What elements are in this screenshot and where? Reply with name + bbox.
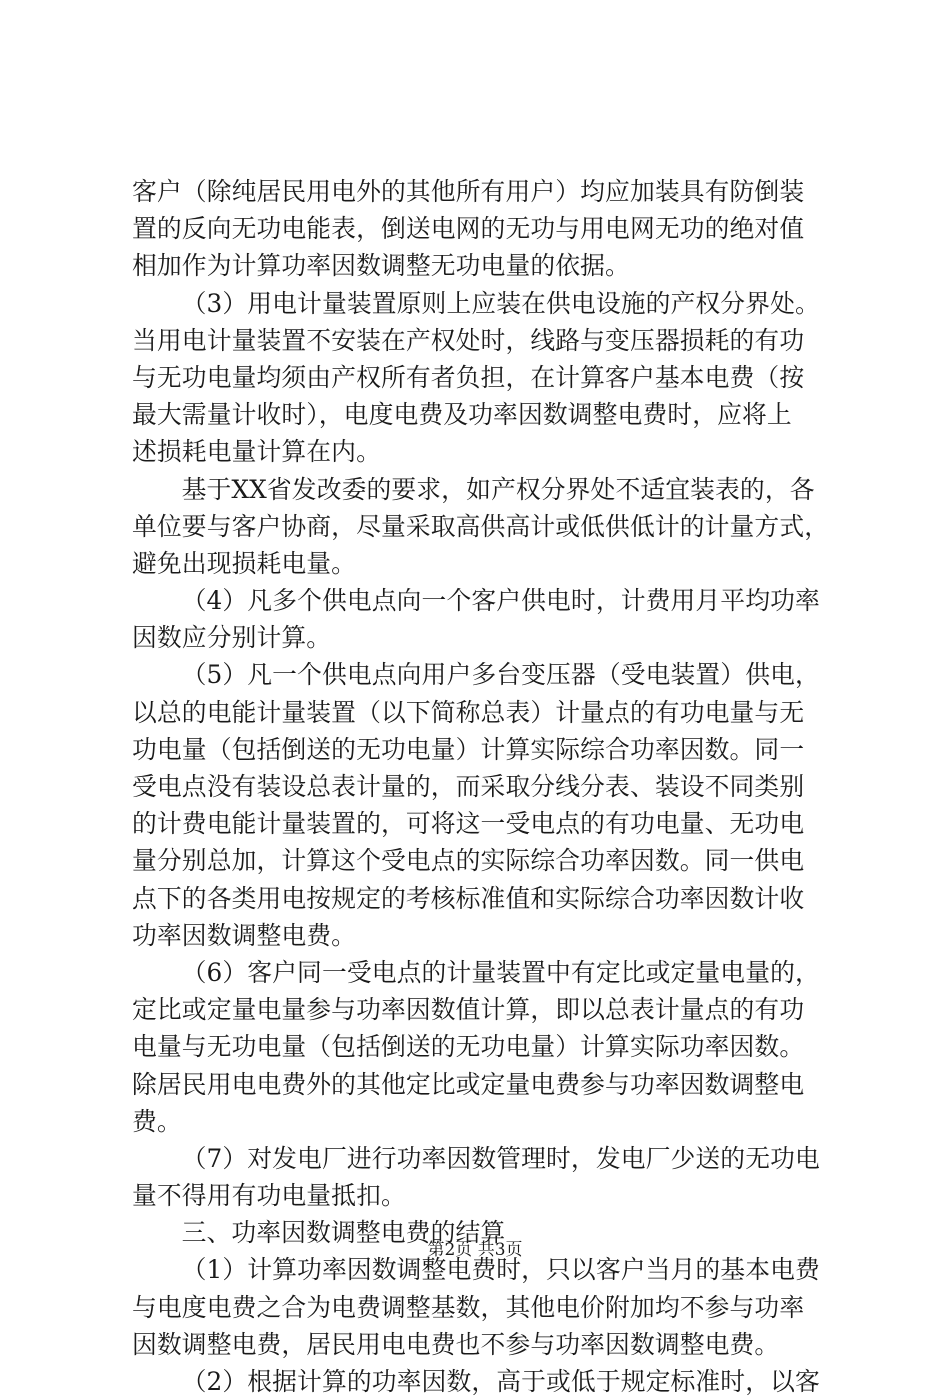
text-line: 三、功率因数调整电费的结算 [181, 1218, 506, 1248]
text-line: 基于XX省发改委的要求，如产权分界处不适宜装表的，各 [181, 474, 815, 504]
text-line: 以总的电能计量装置（以下简称总表）计量点的有功电量与无 [132, 697, 805, 727]
text-line: 与电度电费之合为电费调整基数，其他电价附加均不参与功率 [132, 1292, 805, 1322]
text-line: 因数调整电费，居民用电电费也不参与功率因数调整电费。 [132, 1329, 780, 1359]
text-line: 费。 [132, 1106, 182, 1136]
text-line: 点下的各类用电按规定的考核标准值和实际综合功率因数计收 [132, 883, 805, 913]
text-line: 的计费电能计量装置的，可将这一受电点的有功电量、无功电 [132, 809, 805, 839]
text-line: （7）对发电厂进行功率因数管理时，发电厂少送的无功电 [181, 1143, 820, 1173]
text-line: 客户（除纯居民用电外的其他所有用户）均应加装具有防倒装 [132, 177, 805, 206]
text-line: 功率因数调整电费。 [132, 920, 357, 950]
text-line: 受电点没有装设总表计量的，而采取分线分表、装设不同类别 [132, 772, 805, 801]
text-line: 与无功电量均须由产权所有者负担，在计算客户基本电费（按 [132, 362, 805, 392]
text-line: 量不得用有功电量抵扣。 [132, 1181, 406, 1211]
text-line: 述损耗电量计算在内。 [132, 437, 381, 467]
text-line: 当用电计量装置不安装在产权处时，线路与变压器损耗的有功 [132, 325, 805, 355]
text-line: 除居民用电电费外的其他定比或定量电费参与功率因数调整电 [132, 1069, 805, 1099]
text-line: 因数应分别计算。 [132, 623, 332, 653]
text-line: 功电量（包括倒送的无功电量）计算实际综合功率因数。同一 [132, 734, 805, 764]
text-line: 避免出现损耗电量。 [132, 548, 357, 578]
text-line: （6）客户同一受电点的计量装置中有定比或定量电量的， [181, 957, 820, 987]
text-line: 相加作为计算功率因数调整无功电量的依据。 [132, 251, 630, 281]
text-line: 电量与无功电量（包括倒送的无功电量）计算实际功率因数。 [132, 1032, 805, 1062]
text-line: （2）根据计算的功率因数，高于或低于规定标准时，以客 [181, 1367, 820, 1396]
page-footer: 第2页 共3页 [427, 1240, 523, 1260]
text-line: （4）凡多个供电点向一个客户供电时，计费用月平均功率 [181, 586, 820, 616]
text-line: 量分别总加，计算这个受电点的实际综合功率因数。同一供电 [132, 846, 805, 876]
document-body [132, 173, 832, 1400]
text-line: 单位要与客户协商，尽量采取高供高计或低供低计的计量方式， [132, 511, 830, 541]
text-line: （3）用电计量装置原则上应装在供电设施的产权分界处。 [181, 288, 820, 318]
text-line: （5）凡一个供电点向用户多台变压器（受电装置）供电， [181, 660, 820, 690]
text-line: 定比或定量电量参与功率因数值计算，即以总表计量点的有功 [132, 995, 805, 1025]
text-line: （1）计算功率因数调整电费时，只以客户当月的基本电费 [181, 1255, 820, 1285]
text-line: 最大需量计收时），电度电费及功率因数调整电费时，应将上 [132, 400, 792, 430]
text-line: 置的反向无功电能表，倒送电网的无功与用电网无功的绝对值 [132, 214, 805, 244]
